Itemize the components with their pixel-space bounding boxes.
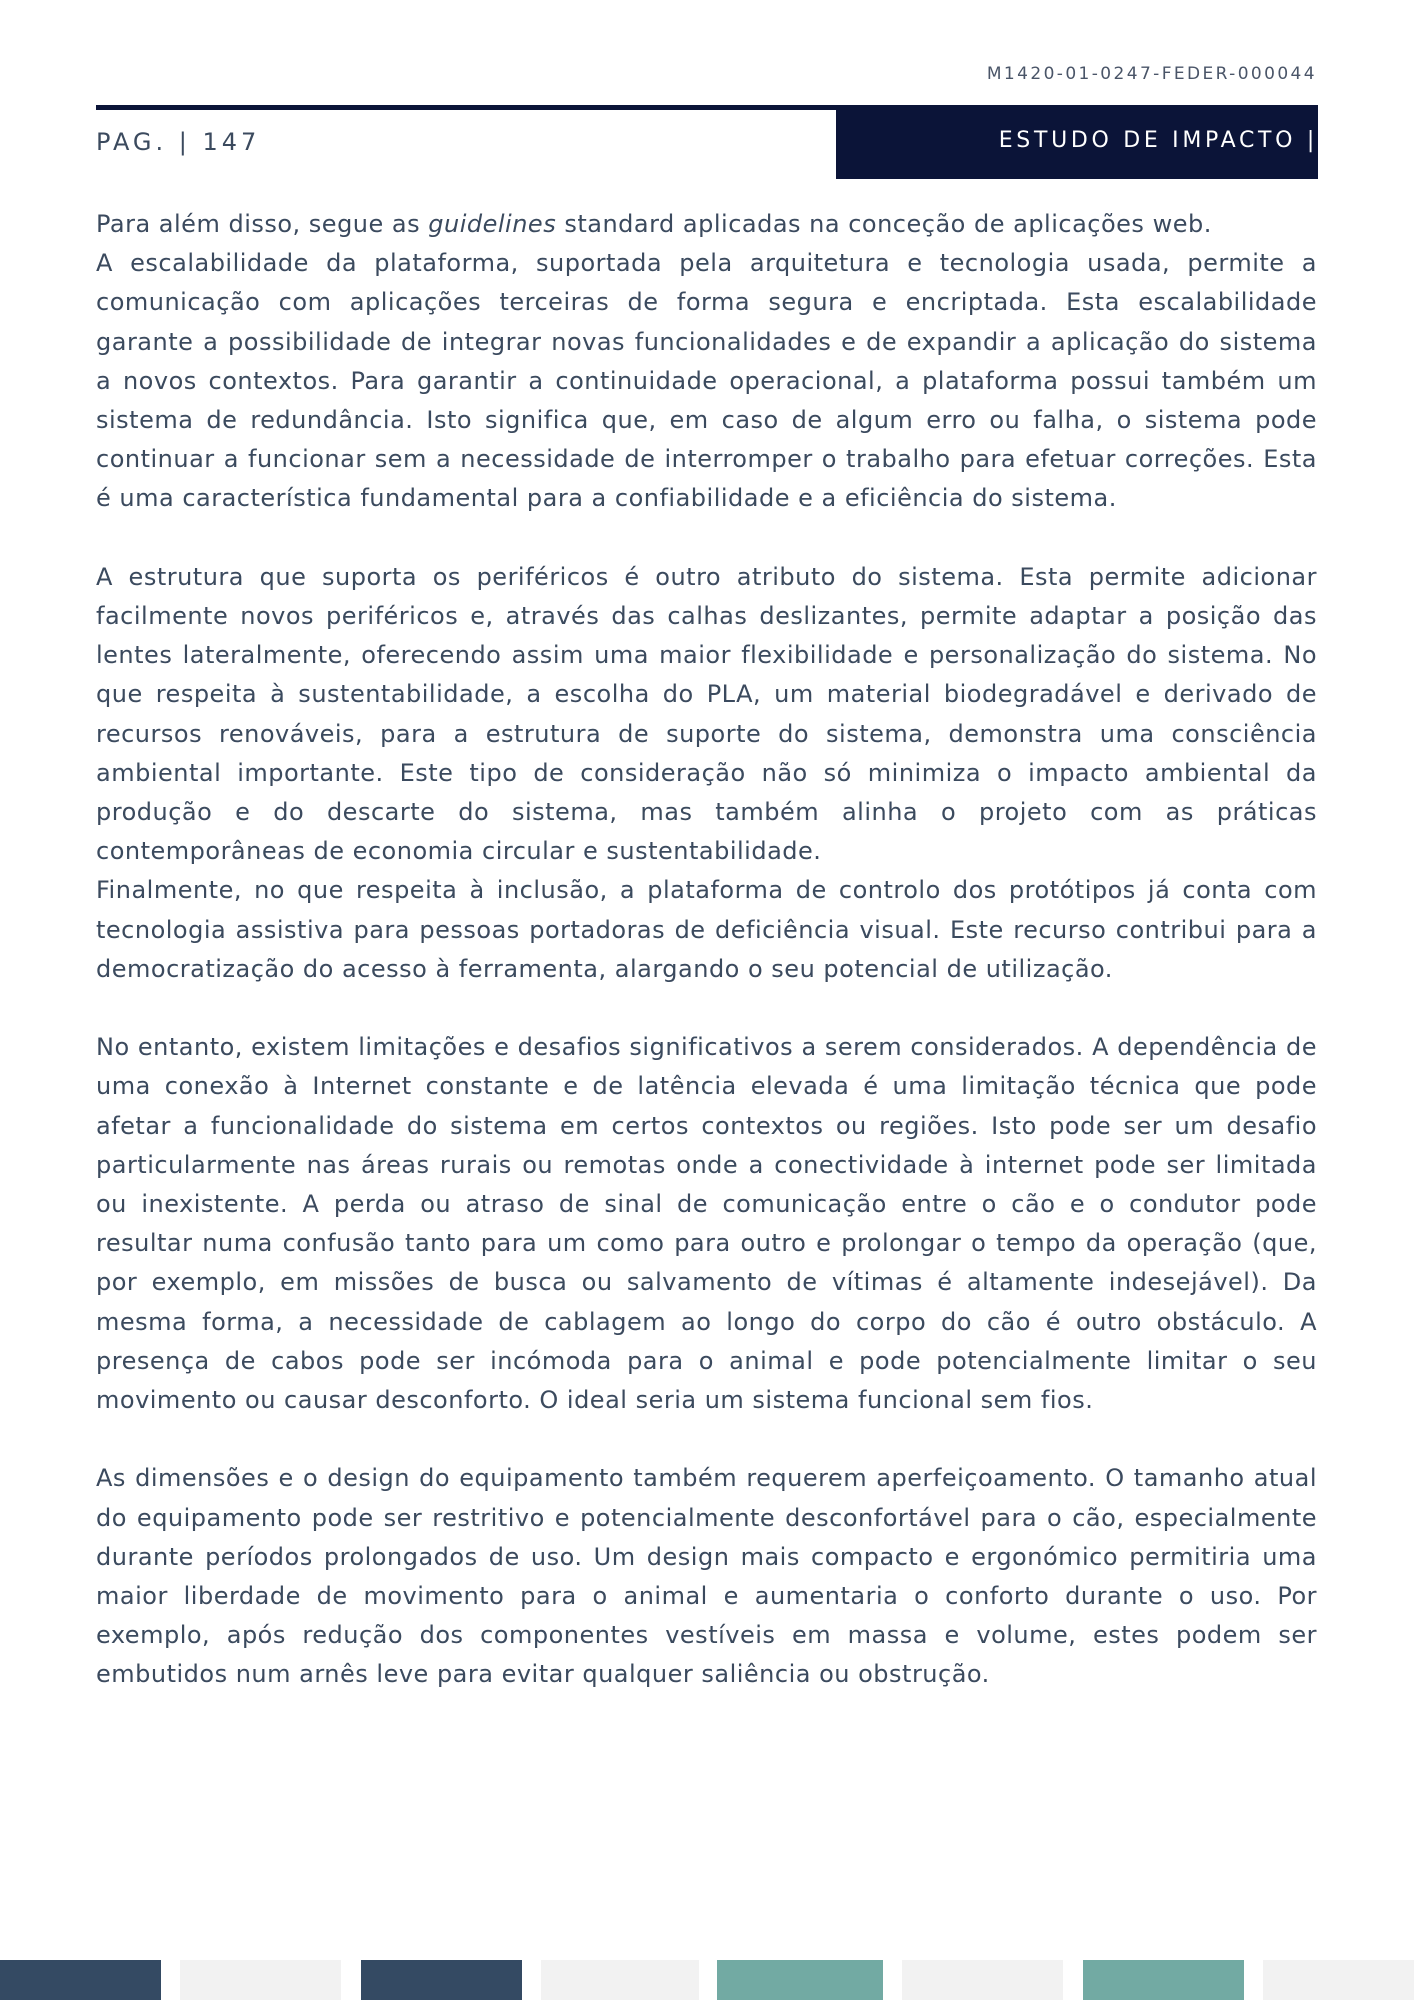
footer-strip-2	[180, 1960, 341, 2000]
footer-strip-1	[0, 1960, 161, 2000]
paragraph-intro-before: Para além disso, segue as	[96, 210, 429, 238]
paragraph-intro	[96, 205, 1317, 244]
footer-strip-6	[902, 1960, 1063, 2000]
footer-strip-3	[361, 1960, 522, 2000]
footer-strip-4	[541, 1960, 699, 2000]
footer-strip-5	[717, 1960, 883, 2000]
paragraph-intro-emphasis: guidelines	[428, 210, 557, 238]
paragraph-inclusion: Finalmente, no que respeita à inclusão, a plataforma de controlo dos protótipos já conta com tecnologia assistiva para pessoas portadoras de deficiência visual. Este recurso contribui para a democratização do acesso à ferramenta, alargando o seu potencial de utilização.	[96, 876, 1317, 983]
body-text	[96, 205, 1317, 1695]
paragraph-structure: A estrutura que suporta os periféricos é outro atributo do sistema. Esta permite adicionar facilmente novos periféricos e, através das calhas deslizantes, permite adaptar a posição das lentes lateralmente, oferecendo assim uma maior flexibilidade e personalização do sistema. No que respeita à sustentabilidade, a escolha do PLA, um material biodegradável e derivado de recursos renováveis, para a estrutura de suporte do sistema, demonstra uma consciência ambiental importante. Este tipo de consideração não só minimiza o impacto ambiental da produção e do descarte do sistema, mas também alinha o projeto com as práticas contemporâneas de economia circular e sustentabilidade.	[96, 562, 1317, 866]
section-title: ESTUDO DE IMPACTO |	[998, 128, 1318, 153]
paragraph-intro-after: standard aplicadas na conceção de aplicações web.	[556, 210, 1212, 238]
paragraph-scalability: A escalabilidade da plataforma, suportada pela arquitetura e tecnologia usada, permite a comunicação com aplicações terceiras de forma segura e encriptada. Esta escalabilidade garante a possibilidade de integrar novas funcionalidades e de expandir a aplicação do sistema a novos contextos. Para garantir a continuidade operacional, a plataforma possui também um sistema de redundância. Isto significa que, em caso de algum erro ou falha, o sistema pode continuar a funcionar sem a necessidade de interromper o trabalho para efetuar correções. Esta é uma característica fundamental para a confiabilidade e a eficiência do sistema.	[96, 249, 1317, 513]
footer-strip-8	[1263, 1960, 1414, 2000]
footer-strip-7	[1083, 1960, 1244, 2000]
document-code: M1420-01-0247-FEDER-000044	[986, 64, 1317, 84]
page-number: PAG. | 147	[96, 128, 261, 156]
section-title-box	[836, 105, 1318, 179]
paragraph-dimensions: As dimensões e o design do equipamento também requerem aperfeiçoamento. O tamanho atual do equipamento pode ser restritivo e potencialmente desconfortável para o cão, especialmente durante períodos prolongados de uso. Um design mais compacto e ergonómico permitiria uma maior liberdade de movimento para o animal e aumentaria o conforto durante o uso. Por exemplo, após redução dos componentes vestíveis em massa e volume, estes podem ser embutidos num arnês leve para evitar qualquer saliência ou obstrução.	[96, 1464, 1317, 1689]
paragraph-limitations: No entanto, existem limitações e desafios significativos a serem considerados. A dependência de uma conexão à Internet constante e de latência elevada é uma limitação técnica que pode afetar a funcionalidade do sistema em certos contextos ou regiões. Isto pode ser um desafio particularmente nas áreas rurais ou remotas onde a conectividade à internet pode ser limitada ou inexistente. A perda ou atraso de sinal de comunicação entre o cão e o condutor pode resultar numa confusão tanto para um como para outro e prolongar o tempo da operação (que, por exemplo, em missões de busca ou salvamento de vítimas é altamente indesejável). Da mesma forma, a necessidade de cablagem ao longo do corpo do cão é outro obstáculo. A presença de cabos pode ser incómoda para o animal e pode potencialmente limitar o seu movimento ou causar desconforto. O ideal seria um sistema funcional sem fios.	[96, 1033, 1317, 1415]
